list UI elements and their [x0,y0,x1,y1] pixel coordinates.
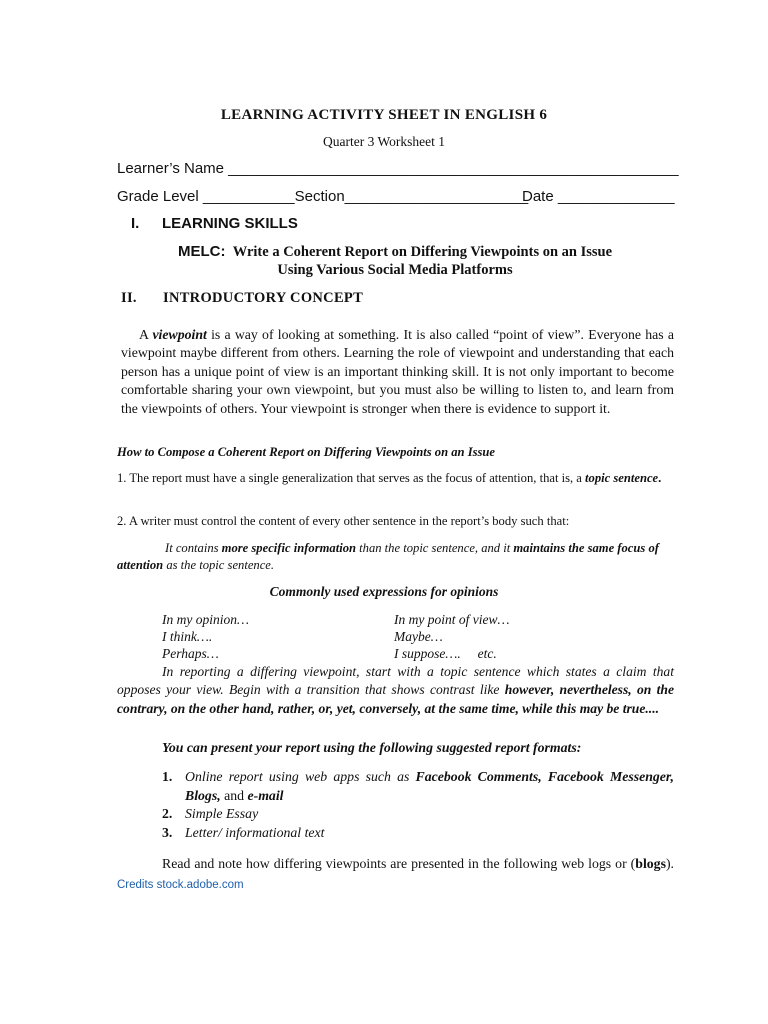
intro-term: viewpoint [152,327,207,342]
closing-term: blogs [635,856,666,871]
expression-left-3: Perhaps… [162,646,219,661]
item1-end: . [658,471,662,485]
howto-subpoint [117,540,674,574]
format-apps: Facebook Comments, Facebook Messenger, Blogs, [185,769,674,803]
closing-paragraph [117,854,674,895]
section-learning-skills [131,215,298,232]
expression-right-2: Maybe… [394,629,443,644]
differing-paragraph [117,663,674,718]
format-item-2 [162,806,258,822]
sub-b: more specific information [221,541,356,555]
format-text: Online report using web apps such as [185,769,416,784]
format-item-1 [162,767,674,805]
sub-d: maintains the same focus of attention [117,541,659,572]
sub-e: as the topic sentence. [163,558,275,572]
formats-heading: You can present your report using the following suggested report formats: [162,740,582,755]
sub-c: than the topic sentence, and it [356,541,514,555]
melc-block [121,243,669,279]
closing-text-b: ). [665,856,674,871]
format-number: 2. [162,806,173,821]
intro-rest: is a way of looking at something. It is also called “point of view”. Everyone has a viewpoint maybe different from others. Learning the role of viewpoint and understanding that each person has a unique point of view is an important thinking skill. It is not only important to become comfortable sharing your own viewpoint, but you must also be willing to listen to, and learn from the viewpoints of others. Your viewpoint is stronger when there is evidence to support it. [121,327,675,416]
grade-section-field: Grade Level ___________Section______________________ [117,188,529,205]
howto-item-2: 2. A writer must control the content of every other sentence in the report’s body such that: [117,514,570,528]
intro-paragraph [121,326,674,418]
item1-term: topic sentence [585,471,659,485]
howto-heading: How to Compose a Coherent Report on Differing Viewpoints on an Issue [117,445,495,459]
section-introductory-concept [121,290,363,307]
differing-text-a: In reporting a differing viewpoint, start with a topic sentence which states a claim that opposes your view. Begin with a transition that shows contrast like [117,664,674,698]
format-and: and [220,788,248,803]
format-item-3 [162,825,325,841]
format-email: e-mail [247,788,284,803]
section-title: LEARNING SKILLS [162,215,298,232]
credit-link[interactable]: Credits stock.adobe.com [117,879,244,891]
intro-lead: A [139,327,153,342]
expression-right-1: In my point of view… [394,612,510,627]
expression-left-2: I think…. [162,629,213,644]
closing-text-a: Read and note how differing viewpoints are presented in the following web logs or ( [162,856,636,871]
melc-line1: Write a Coherent Report on Differing Viewpoints on an Issue [232,244,613,260]
learner-name-field: Learner’s Name ______________________________________________________ [117,160,679,177]
expressions-heading: Commonly used expressions for opinions [269,584,499,599]
melc-line2: Using Various Social Media Platforms [277,262,513,278]
section-title: INTRODUCTORY CONCEPT [163,290,364,306]
section-number: II. [121,290,137,306]
page-subtitle: Quarter 3 Worksheet 1 [322,134,445,149]
expression-right-3: I suppose…. etc. [394,646,497,661]
differing-transitions: however, nevertheless, on the contrary, on the other hand, rather, or, yet, conversely, at the same time, while this may be true.... [117,682,675,716]
sub-a: It contains [165,541,222,555]
date-field: Date ______________ [522,188,675,205]
howto-item-1 [117,470,674,487]
item1-text: 1. The report must have a single generalization that serves as the focus of attention, that is, a [117,471,586,485]
format-text: Letter/ informational text [185,825,325,840]
format-number: 3. [162,825,173,840]
page-title: LEARNING ACTIVITY SHEET IN ENGLISH 6 [220,107,548,123]
format-text: Simple Essay [185,806,259,821]
expression-left-1: In my opinion… [162,612,249,627]
format-number: 1. [162,769,173,784]
section-number: I. [131,215,140,232]
melc-label: MELC: [177,243,226,260]
